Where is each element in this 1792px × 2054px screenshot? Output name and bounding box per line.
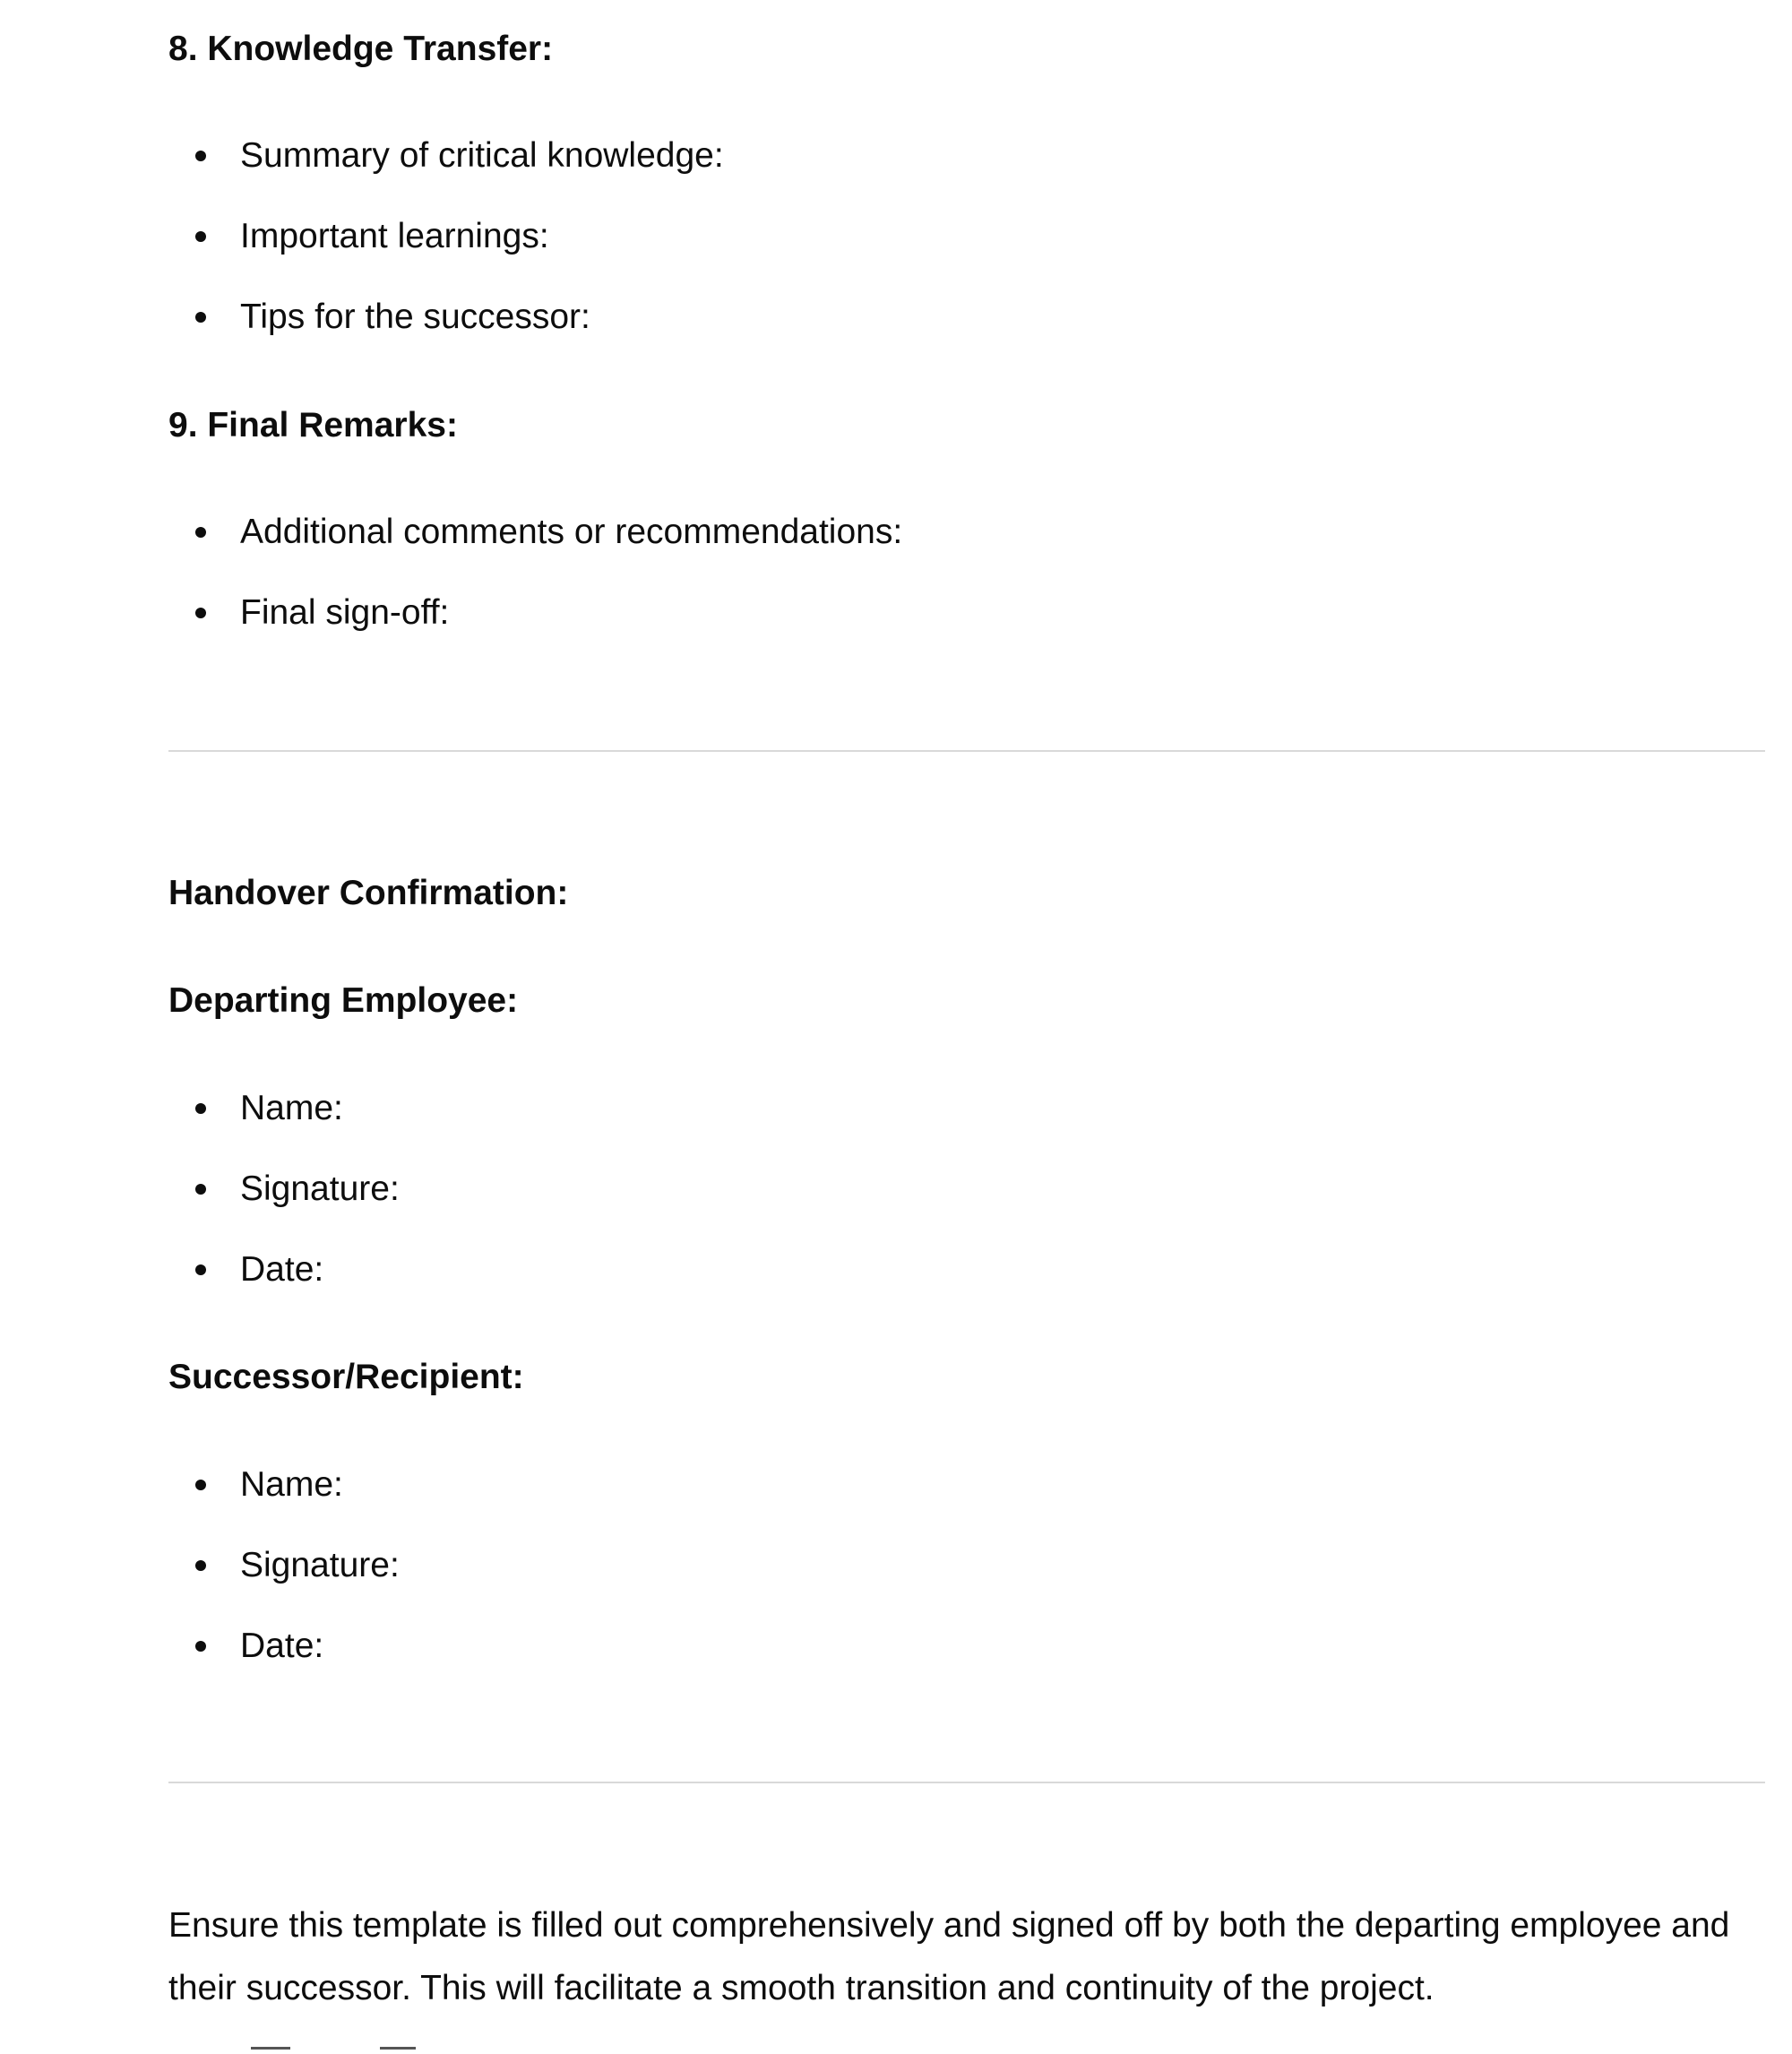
bullet-icon xyxy=(195,151,206,161)
list-item-label: Important learnings: xyxy=(240,217,549,255)
list-item-label: Signature: xyxy=(240,1169,400,1208)
list-item-label: Name: xyxy=(240,1089,343,1127)
section-heading-final-remarks: 9. Final Remarks: xyxy=(168,406,458,444)
list-item-label: Date: xyxy=(240,1250,324,1289)
list-item-label: Name: xyxy=(240,1465,343,1504)
bullet-icon xyxy=(195,1560,206,1571)
section-heading-knowledge-transfer: 8. Knowledge Transfer: xyxy=(168,30,554,68)
bullet-icon xyxy=(195,1103,206,1114)
list-item-label: Final sign-off: xyxy=(240,593,450,632)
bullet-icon xyxy=(195,1480,206,1490)
bullet-icon xyxy=(195,1264,206,1275)
bullet-icon xyxy=(195,527,206,538)
section-heading-successor: Successor/Recipient: xyxy=(168,1358,524,1396)
bullet-icon xyxy=(195,1184,206,1195)
list-item-label: Signature: xyxy=(240,1546,400,1584)
copy-icon[interactable] xyxy=(251,2047,290,2050)
section-heading-handover-confirmation: Handover Confirmation: xyxy=(168,874,569,912)
list-item-label: Summary of critical knowledge: xyxy=(240,136,724,175)
regenerate-icon[interactable] xyxy=(380,2047,416,2050)
message-actions xyxy=(251,2045,430,2054)
divider xyxy=(168,1782,1765,1783)
bullet-icon xyxy=(195,312,206,323)
section-heading-departing-employee: Departing Employee: xyxy=(168,981,519,1020)
bullet-icon xyxy=(195,1641,206,1652)
list-item-label: Additional comments or recommendations: xyxy=(240,513,903,551)
bullet-icon xyxy=(195,608,206,618)
closing-paragraph: Ensure this template is filled out comprehensively and signed off by both the departing employee and their successor. This will facilitate a smooth transition and continuity of the project. xyxy=(168,1906,1730,2007)
bullet-icon xyxy=(195,231,206,242)
divider xyxy=(168,750,1765,752)
list-item-label: Date: xyxy=(240,1627,324,1665)
list-item-label: Tips for the successor: xyxy=(240,298,590,336)
